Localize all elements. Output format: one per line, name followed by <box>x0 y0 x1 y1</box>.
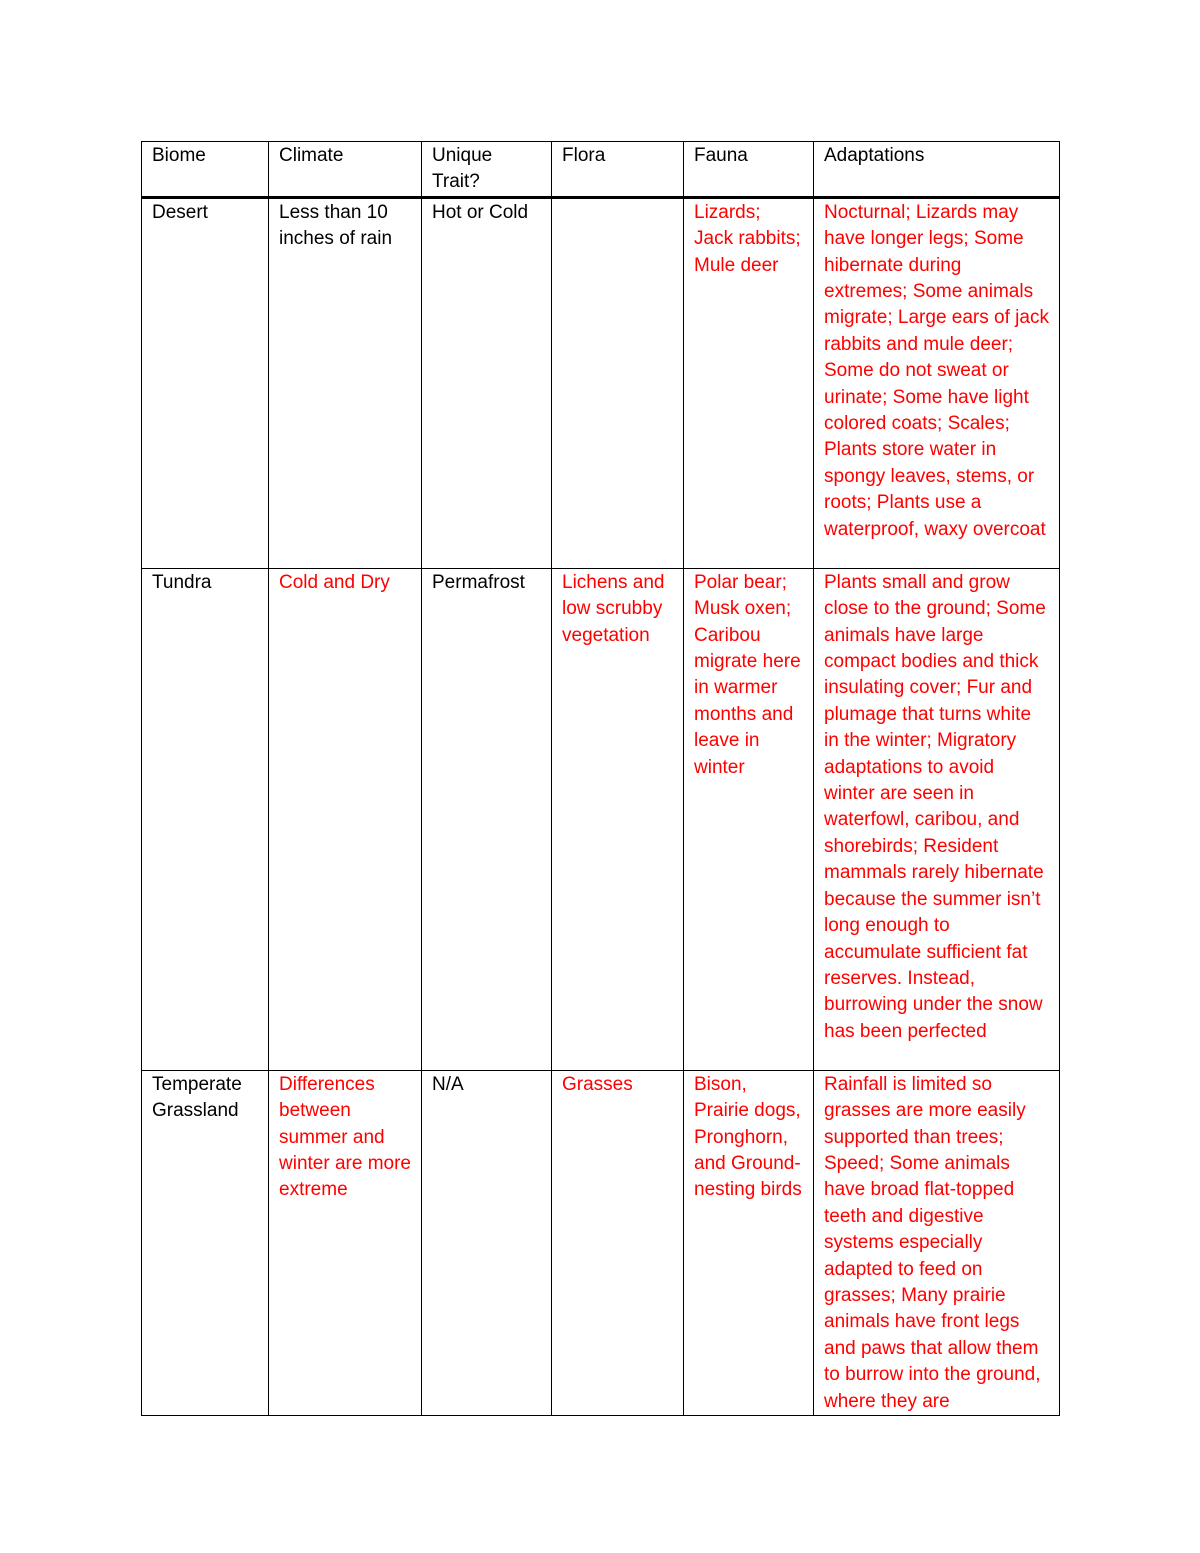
biome-cell: Tundra <box>142 568 269 1070</box>
flora-cell <box>552 197 684 568</box>
header-flora: Flora <box>552 142 684 198</box>
flora-cell: Grasses <box>552 1070 684 1415</box>
biome-cell: Desert <box>142 197 269 568</box>
biome-cell: Temperate Grassland <box>142 1070 269 1415</box>
table-header-row <box>142 142 1060 198</box>
adaptations-cell: Rainfall is limited so grasses are more easily supported than trees; Speed; Some animals have broad flat-topped teeth and digestive systems especially adapted to feed on grasses; Many prairie animals have front legs and paws that allow them to burrow into the ground, where they are <box>814 1070 1060 1415</box>
unique-trait-cell: Hot or Cold <box>422 197 552 568</box>
climate-cell: Less than 10 inches of rain <box>269 197 422 568</box>
header-biome: Biome <box>142 142 269 198</box>
fauna-cell: Bison, Prairie dogs, Pronghorn, and Ground-nesting birds <box>684 1070 814 1415</box>
header-adaptations: Adaptations <box>814 142 1060 198</box>
climate-cell: Differences between summer and winter are more extreme <box>269 1070 422 1415</box>
fauna-cell: Lizards; Jack rabbits; Mule deer <box>684 197 814 568</box>
biome-table <box>141 141 1060 1416</box>
unique-trait-cell: Permafrost <box>422 568 552 1070</box>
table-row <box>142 1070 1060 1415</box>
flora-cell: Lichens and low scrubby vegetation <box>552 568 684 1070</box>
adaptations-cell: Plants small and grow close to the ground; Some animals have large compact bodies and thick insulating cover; Fur and plumage that turns white in the winter; Migratory adaptations to avoid winter are seen in waterfowl, caribou, and shorebirds; Resident mammals rarely hibernate because the summer isn’t long enough to accumulate sufficient fat reserves. Instead, burrowing under the snow has been perfected <box>814 568 1060 1070</box>
table-row <box>142 568 1060 1070</box>
header-unique-trait: Unique Trait? <box>422 142 552 198</box>
header-climate: Climate <box>269 142 422 198</box>
fauna-cell: Polar bear; Musk oxen; Caribou migrate here in warmer months and leave in winter <box>684 568 814 1070</box>
table-row <box>142 197 1060 568</box>
unique-trait-cell: N/A <box>422 1070 552 1415</box>
header-fauna: Fauna <box>684 142 814 198</box>
adaptations-cell: Nocturnal; Lizards may have longer legs; Some hibernate during extremes; Some animals migrate; Large ears of jack rabbits and mule deer; Some do not sweat or urinate; Some have light colored coats; Scales; Plants store water in spongy leaves, stems, or roots; Plants use a waterproof, waxy overcoat <box>814 197 1060 568</box>
climate-cell: Cold and Dry <box>269 568 422 1070</box>
